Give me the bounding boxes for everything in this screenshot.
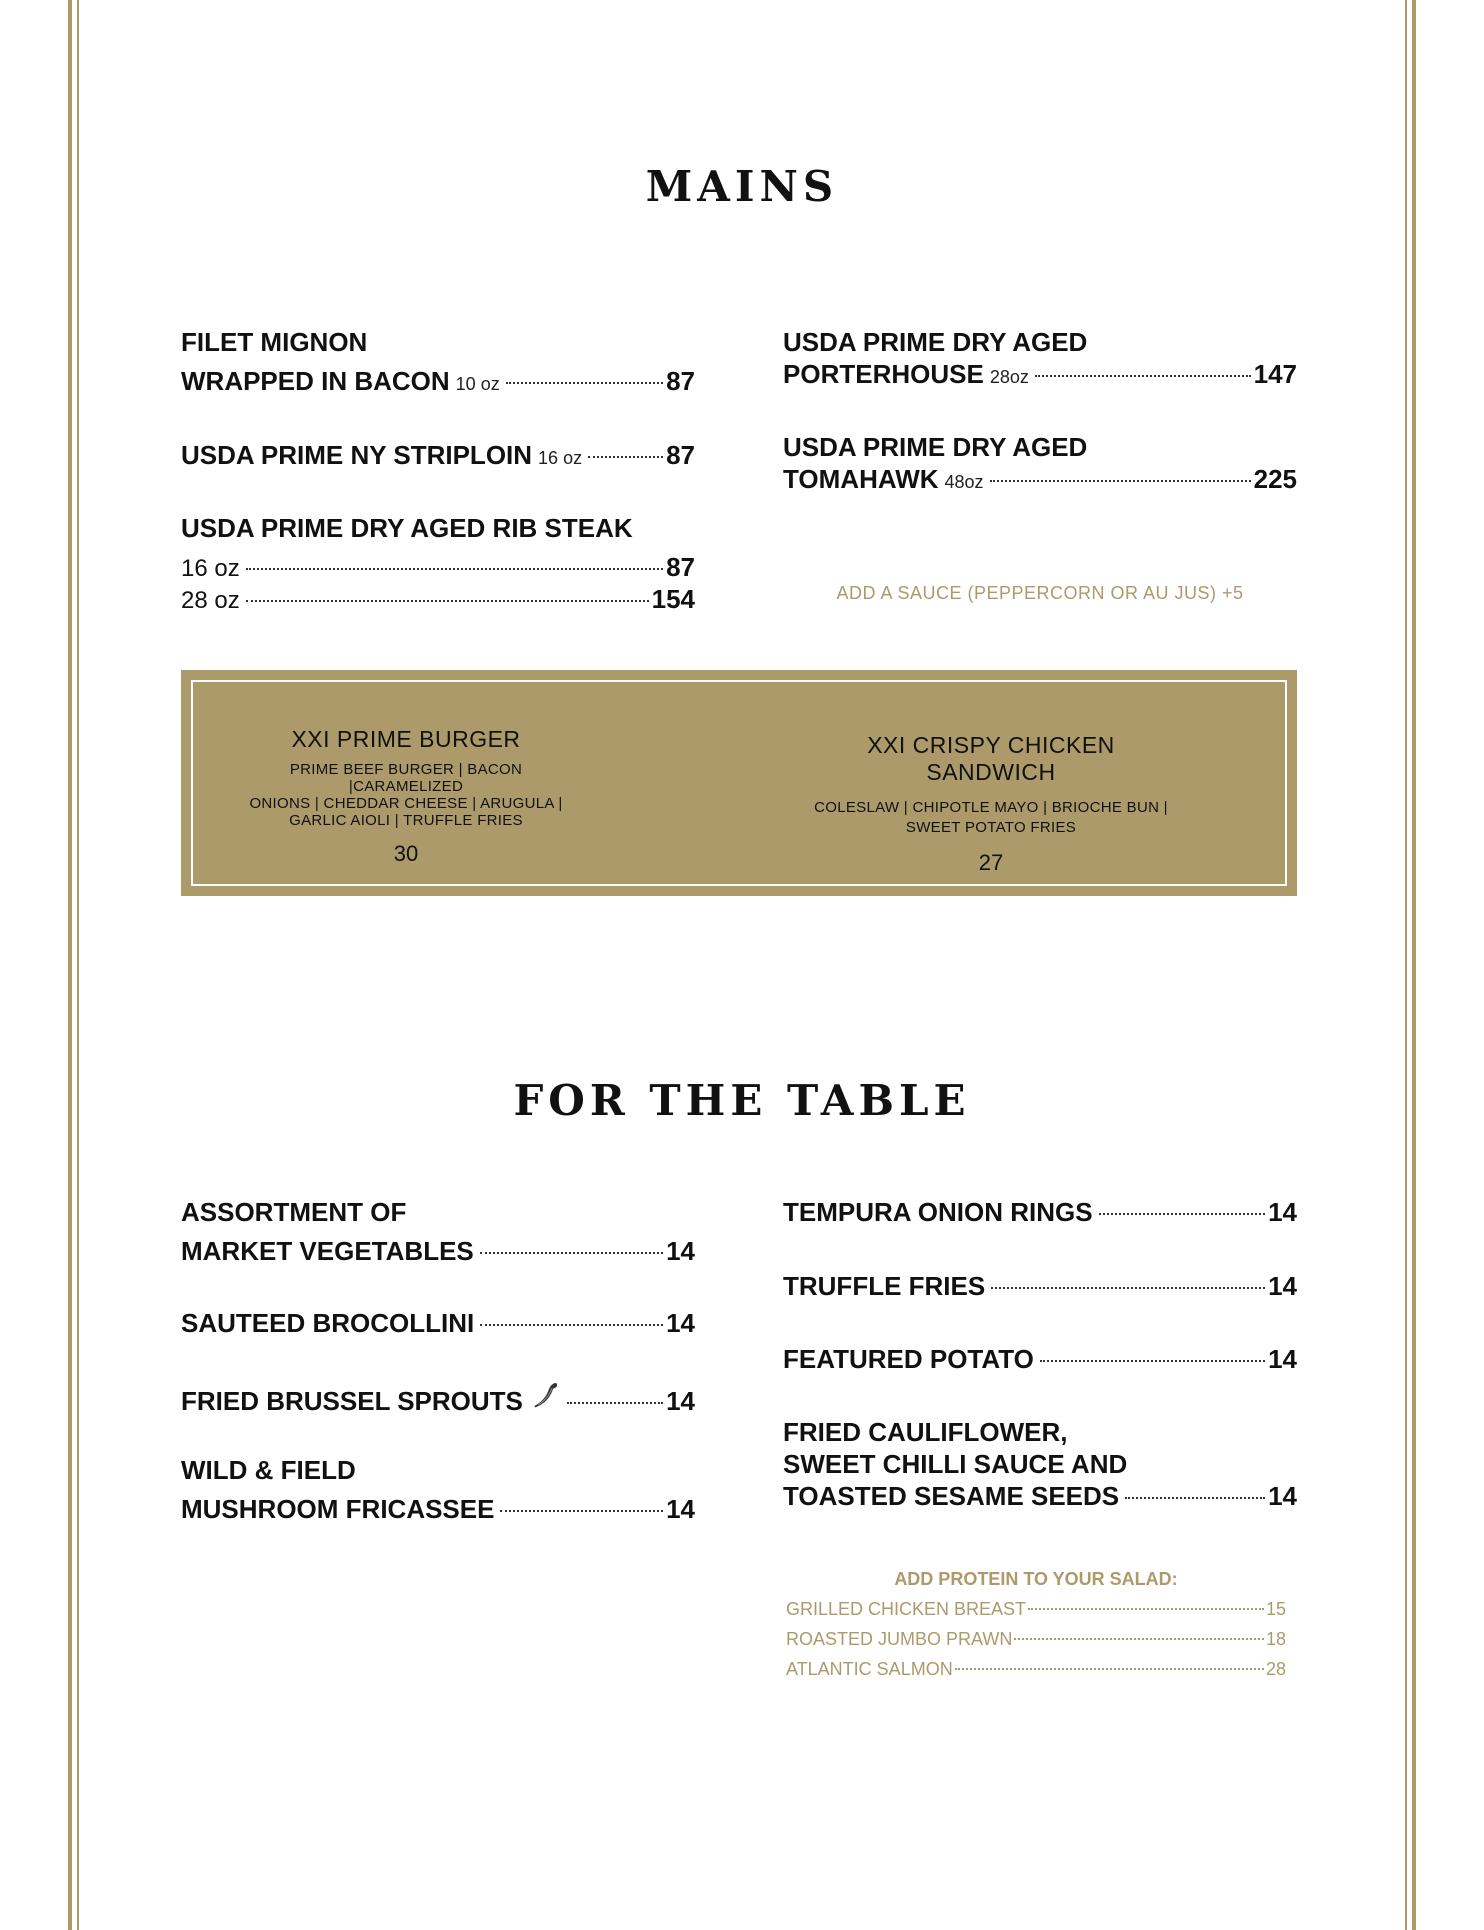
dot-leader	[506, 382, 663, 384]
item-name-line2: TOMAHAWK	[783, 464, 939, 494]
item-price: 14	[1268, 1271, 1297, 1301]
protein-row	[786, 1624, 1286, 1654]
dot-leader	[955, 1668, 1264, 1670]
mains-title: MAINS	[645, 162, 839, 211]
item-name: FRIED BRUSSEL SPROUTS	[181, 1386, 523, 1416]
dot-leader	[991, 1287, 1265, 1289]
item-size: 48oz	[944, 472, 984, 492]
item-name: FRIED CAULIFLOWER,	[783, 1417, 1068, 1447]
dot-leader	[1040, 1360, 1265, 1362]
dot-leader	[1035, 375, 1251, 377]
menu-item-porterhouse	[783, 326, 1297, 393]
item-price: 87	[666, 440, 695, 470]
item-name: USDA PRIME NY STRIPLOIN	[181, 440, 533, 470]
item-name-line2: SWEET CHILLI SAUCE AND	[783, 1449, 1128, 1479]
protein-name: ATLANTIC SALMON	[786, 1659, 953, 1679]
item-name: FEATURED POTATO	[783, 1344, 1034, 1374]
featured-chicken-sandwich	[801, 732, 1181, 876]
menu-item-filet-mignon	[181, 326, 695, 400]
chicken-title: XXI CRISPY CHICKEN SANDWICH	[867, 732, 1115, 785]
item-price: 87	[666, 366, 695, 396]
dot-leader	[246, 568, 663, 570]
item-size: 10 oz	[455, 374, 500, 394]
item-name: TEMPURA ONION RINGS	[783, 1197, 1093, 1227]
menu-item-ny-striploin	[181, 439, 695, 474]
item-price: 147	[1253, 359, 1297, 389]
item-name: USDA PRIME DRY AGED	[783, 327, 1088, 357]
chicken-price: 27	[978, 850, 1004, 875]
item-name: WILD & FIELD	[181, 1455, 356, 1485]
description-line: ONIONS | CHEDDAR CHEESE | ARUGULA |	[249, 795, 563, 812]
dot-leader	[1028, 1608, 1264, 1610]
sauce-note: ADD A SAUCE (PEPPERCORN OR AU JUS) +5	[836, 583, 1244, 603]
menu-item-fried-cauliflower	[783, 1416, 1297, 1512]
item-price: 14	[666, 1308, 695, 1338]
menu-item-market-vegetables	[181, 1196, 695, 1267]
protein-price: 28	[1265, 1659, 1286, 1679]
menu-item-tomahawk	[783, 431, 1297, 498]
menu-item-rib-steak	[181, 512, 695, 617]
chicken-description	[801, 798, 1181, 838]
item-name: ASSORTMENT OF	[181, 1197, 407, 1227]
item-name-line2: MUSHROOM FRICASSEE	[181, 1494, 495, 1524]
dot-leader	[1099, 1213, 1265, 1215]
item-name-line2: MARKET VEGETABLES	[181, 1236, 474, 1266]
item-size: 28oz	[989, 367, 1029, 387]
item-name-line3: TOASTED SESAME SEEDS	[783, 1481, 1120, 1511]
description-line: SWEET POTATO FRIES	[905, 819, 1077, 836]
item-name-line2: WRAPPED IN BACON	[181, 366, 450, 396]
item-size: 16 oz	[538, 448, 583, 468]
item-name: SAUTEED BROCOLLINI	[181, 1308, 475, 1338]
burger-description	[241, 761, 571, 829]
description-line: PRIME BEEF BURGER | BACON |CARAMELIZED	[289, 761, 523, 795]
dot-leader	[567, 1402, 663, 1404]
dot-leader	[480, 1324, 663, 1326]
protein-name: ROASTED JUMBO PRAWN	[786, 1629, 1013, 1649]
item-price: 14	[666, 1236, 695, 1266]
protein-name: GRILLED CHICKEN BREAST	[786, 1599, 1027, 1619]
dot-leader	[1014, 1638, 1264, 1640]
featured-burger	[241, 726, 571, 867]
item-name: FILET MIGNON	[181, 327, 368, 357]
dot-leader	[990, 480, 1251, 482]
chili-pepper-icon	[531, 1380, 561, 1410]
item-price: 87	[666, 552, 695, 582]
menu-item-featured-potato	[783, 1343, 1297, 1375]
menu-item-brocollini	[181, 1307, 695, 1339]
burger-title: XXI PRIME BURGER	[291, 726, 521, 752]
menu-item-truffle-fries	[783, 1270, 1297, 1302]
item-price: 14	[666, 1386, 695, 1416]
protein-row	[786, 1594, 1286, 1624]
protein-addons	[786, 1569, 1286, 1684]
dot-leader	[480, 1252, 663, 1254]
item-name: USDA PRIME DRY AGED RIB STEAK	[181, 513, 633, 543]
item-price: 14	[1268, 1481, 1297, 1511]
description-line: GARLIC AIOLI | TRUFFLE FRIES	[289, 812, 523, 829]
item-price: 14	[1268, 1344, 1297, 1374]
dot-leader	[500, 1510, 663, 1512]
protein-price: 15	[1265, 1599, 1286, 1619]
menu-item-onion-rings	[783, 1196, 1297, 1228]
description-line: COLESLAW | CHIPOTLE MAYO | BRIOCHE BUN |	[814, 799, 1168, 816]
protein-heading: ADD PROTEIN TO YOUR SALAD:	[894, 1569, 1178, 1589]
item-name: USDA PRIME DRY AGED	[783, 432, 1088, 462]
item-size: 28 oz	[181, 587, 240, 614]
menu-item-brussel-sprouts	[181, 1380, 695, 1417]
item-price: 14	[1268, 1197, 1297, 1227]
menu-item-mushroom-fricassee	[181, 1454, 695, 1525]
dot-leader	[1125, 1497, 1265, 1499]
dot-leader	[588, 456, 663, 458]
item-name-line2: PORTERHOUSE	[783, 359, 984, 389]
protein-price: 18	[1265, 1629, 1286, 1649]
item-price: 225	[1253, 464, 1297, 494]
burger-price: 30	[393, 841, 419, 866]
protein-row	[786, 1654, 1286, 1684]
item-price: 154	[651, 584, 695, 614]
item-price: 14	[666, 1494, 695, 1524]
item-size: 16 oz	[181, 555, 240, 582]
featured-banner	[181, 670, 1297, 896]
for-the-table-title: FOR THE TABLE	[513, 1076, 971, 1125]
dot-leader	[246, 600, 649, 602]
item-name: TRUFFLE FRIES	[783, 1271, 986, 1301]
